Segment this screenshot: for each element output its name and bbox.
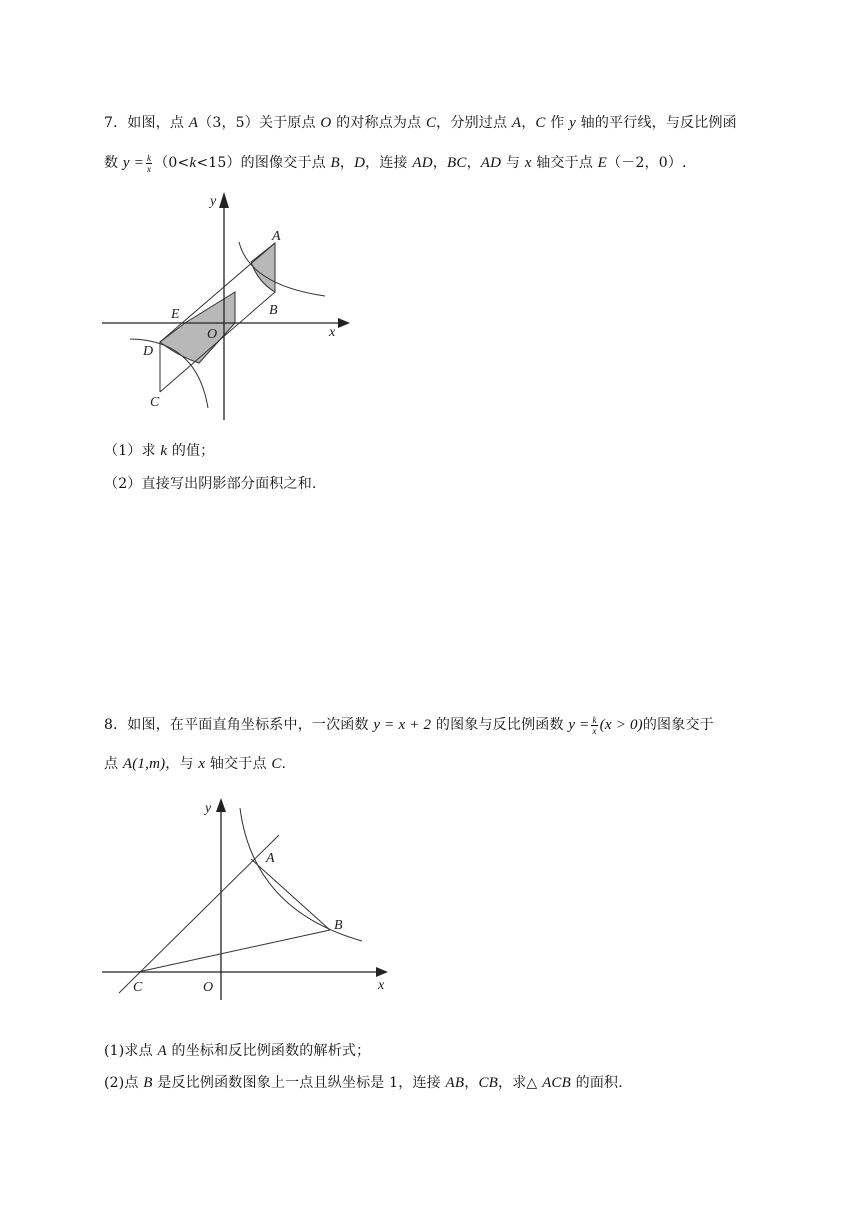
text: 7．如图，点 bbox=[104, 115, 189, 131]
point-a: A(1,m) bbox=[122, 756, 166, 772]
text: （2）直接写出阴影部分面积之和. bbox=[104, 476, 317, 492]
label-a: A bbox=[266, 851, 275, 866]
point-e: E bbox=[597, 155, 608, 171]
text: 数 bbox=[104, 155, 123, 171]
problem8-line1 bbox=[104, 714, 714, 736]
label-x: x bbox=[329, 325, 336, 340]
text: 与 bbox=[501, 155, 525, 171]
text: ，与 bbox=[165, 756, 199, 772]
label-b: B bbox=[269, 303, 278, 318]
point-a: A bbox=[157, 1043, 167, 1059]
hyperbola-branch-right bbox=[239, 242, 325, 296]
text: 的坐标和反比例函数的解析式； bbox=[166, 1043, 371, 1059]
equation-inverse: y = bbox=[568, 717, 590, 733]
hyperbola bbox=[240, 808, 362, 941]
label-a: A bbox=[272, 229, 281, 244]
segment-ad: AD bbox=[412, 155, 433, 171]
fraction-numerator: k bbox=[147, 152, 152, 163]
text: ， bbox=[464, 1075, 479, 1091]
label-c: C bbox=[133, 980, 143, 995]
text: 轴交于点 bbox=[205, 756, 272, 772]
label-c: C bbox=[150, 395, 160, 410]
x-axis-arrow-icon bbox=[338, 318, 350, 328]
segment-bc: BC bbox=[447, 155, 467, 171]
problem7-figure bbox=[100, 186, 350, 426]
point-o: O bbox=[320, 115, 332, 131]
point-a: A bbox=[188, 115, 199, 131]
text: (2)点 bbox=[104, 1075, 144, 1091]
problem7-q1 bbox=[104, 440, 214, 460]
label-o: O bbox=[207, 327, 218, 342]
x-axis-arrow-icon bbox=[376, 967, 388, 977]
problem8-figure bbox=[100, 790, 400, 1010]
text: 的面积. bbox=[571, 1075, 623, 1091]
var-k: k bbox=[160, 443, 168, 459]
label-o: O bbox=[203, 980, 214, 995]
axis-x: x bbox=[198, 756, 206, 772]
point-b: B bbox=[330, 155, 340, 171]
label-y: y bbox=[210, 194, 217, 209]
text: （－2，0）. bbox=[607, 155, 687, 171]
text: ， bbox=[521, 115, 536, 131]
label-y: y bbox=[205, 801, 212, 816]
text: 轴的平行线，与反比例函 bbox=[576, 115, 737, 131]
text: 作 bbox=[545, 115, 570, 131]
text: 轴交于点 bbox=[531, 155, 598, 171]
label-e: E bbox=[171, 307, 180, 322]
axis-y: y bbox=[569, 115, 576, 131]
text: ， bbox=[339, 155, 355, 171]
label-d: D bbox=[143, 344, 154, 359]
text: 的对称点为点 bbox=[331, 115, 426, 131]
triangle-acb: ACB bbox=[542, 1075, 571, 1091]
text: ，连接 bbox=[365, 155, 413, 171]
point-c: C bbox=[425, 115, 437, 131]
problem8-line2 bbox=[104, 753, 286, 773]
text: ， bbox=[466, 155, 481, 171]
label-b: B bbox=[334, 918, 343, 933]
text: 是反比例函数图象上一点且纵坐标是 1，连接 bbox=[152, 1075, 446, 1091]
domain-condition: (x > 0) bbox=[599, 717, 643, 733]
segment-cb bbox=[138, 930, 330, 972]
text: (1)求点 bbox=[104, 1043, 158, 1059]
text: （0< bbox=[154, 155, 190, 171]
line-y-equals-x-plus-2 bbox=[119, 835, 279, 993]
fraction bbox=[591, 715, 597, 736]
text: <15）的图像交于点 bbox=[196, 155, 331, 171]
point-a: A bbox=[511, 115, 522, 131]
segment-ab: AB bbox=[445, 1075, 465, 1091]
problem7-line2 bbox=[104, 152, 687, 174]
fraction-denominator: x bbox=[592, 725, 597, 736]
point-d: D bbox=[354, 155, 366, 171]
text: 的图象交于 bbox=[642, 717, 714, 733]
shaded-region-right bbox=[251, 243, 275, 292]
text: 8．如图，在平面直角坐标系中，一次函数 bbox=[104, 717, 374, 733]
problem7-q2 bbox=[104, 473, 317, 493]
problem7-line1 bbox=[104, 112, 737, 132]
equation: y = bbox=[122, 155, 144, 171]
segment-cb: CB bbox=[478, 1075, 499, 1091]
equation-linear: y = x + 2 bbox=[373, 717, 432, 733]
text: 点 bbox=[104, 756, 123, 772]
problem8-q1 bbox=[104, 1040, 370, 1060]
fraction-denominator: x bbox=[147, 163, 152, 174]
text: （1）求 bbox=[104, 443, 161, 459]
text: 的值； bbox=[167, 443, 215, 459]
problem8-q2 bbox=[104, 1072, 623, 1092]
text: ，分别过点 bbox=[436, 115, 512, 131]
segment-ab bbox=[251, 859, 330, 930]
text: . bbox=[281, 756, 287, 772]
text: ， bbox=[432, 155, 447, 171]
var-k: k bbox=[189, 155, 197, 171]
text: ，求△ bbox=[498, 1075, 543, 1091]
text: （3，5）关于原点 bbox=[198, 115, 321, 131]
point-c: C bbox=[535, 115, 546, 131]
y-axis-arrow-icon bbox=[216, 798, 226, 812]
axis-x: x bbox=[524, 155, 532, 171]
point-c: C bbox=[271, 756, 282, 772]
text: 的图象与反比例函数 bbox=[431, 717, 569, 733]
fraction bbox=[146, 153, 152, 174]
y-axis-arrow-icon bbox=[219, 192, 229, 208]
fraction-numerator: k bbox=[592, 714, 597, 725]
point-b: B bbox=[143, 1075, 153, 1091]
segment-ad: AD bbox=[480, 155, 502, 171]
label-x: x bbox=[378, 978, 385, 993]
